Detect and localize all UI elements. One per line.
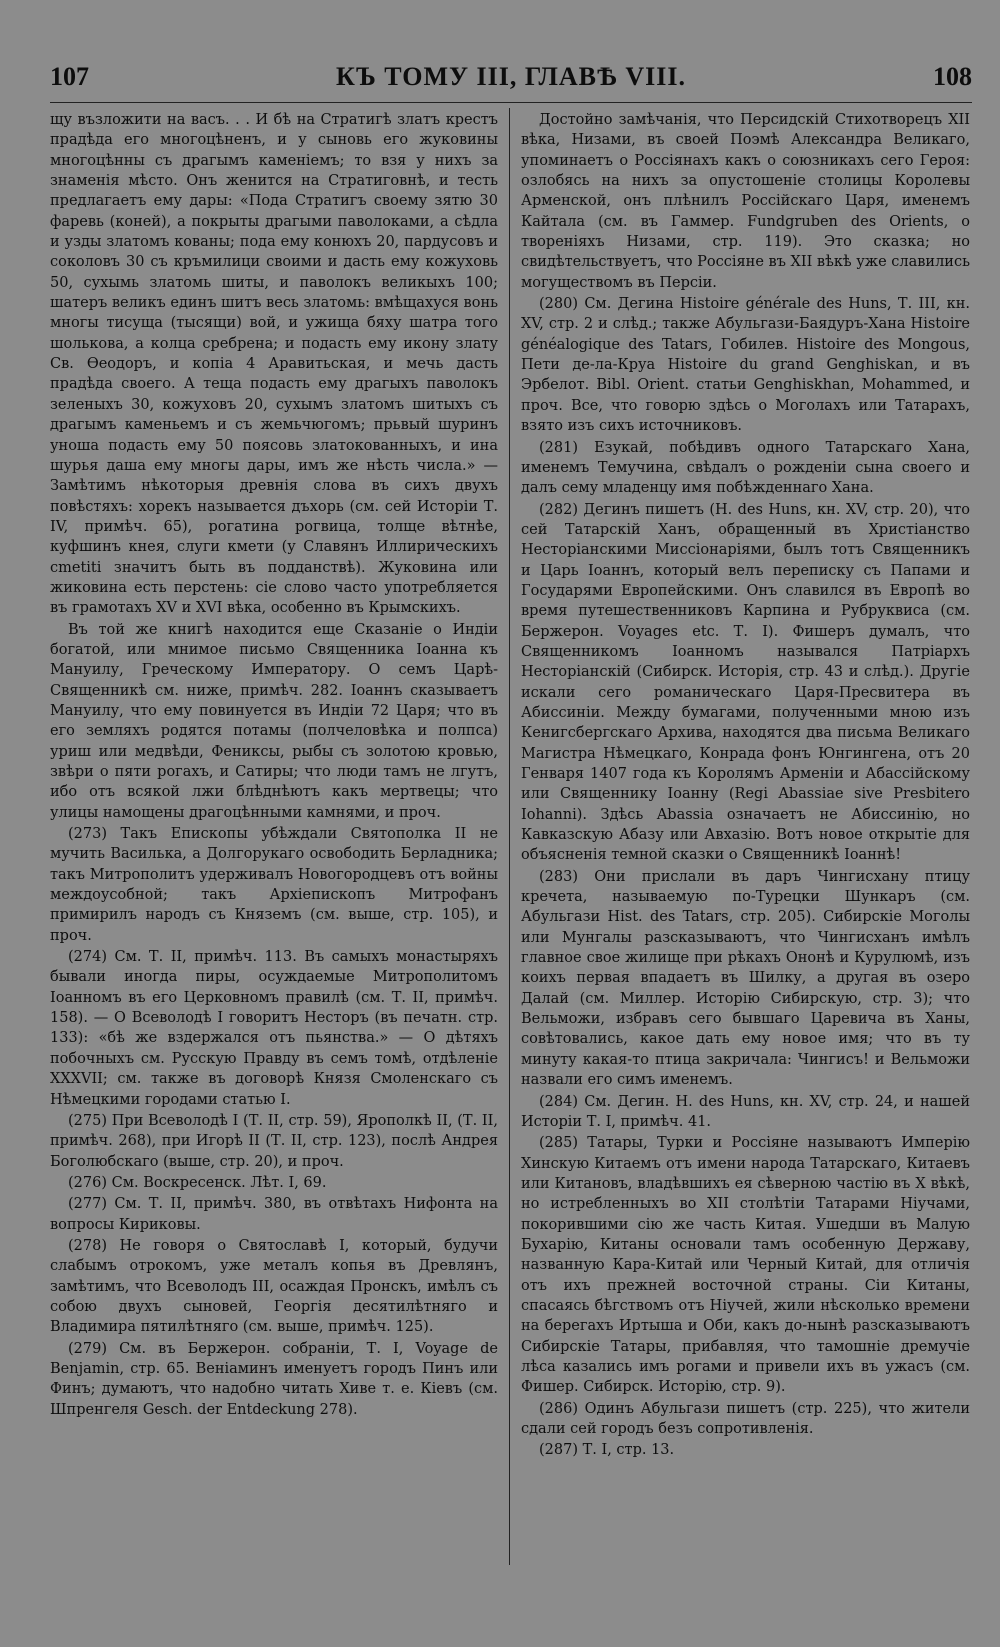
footnote-273: (273) Такъ Епископы убѣждали Святополка II не мучить Василька, а Долгорукаго освободить Берладника; такъ Митрополитъ удерживалъ Новогородцевъ отъ войны междоусобной; такъ Архiепископъ Митрофанъ примирилъ народъ съ Княземъ (см. выше, стр. 105), и проч. — [50, 826, 498, 944]
footnote-276: (276) См. Воскресенск. Лѣт. I, 69. — [68, 1174, 327, 1191]
footnote-282: (282) Дегинъ пишетъ (Н. des Huns, кн. XV, стр. 20), что сей Татарскiй Ханъ, обращенный въ Христiанство Несторiанскими Миссiонарiями, былъ тотъ Священникъ и Царь Іоаннъ, который велъ переписку съ Папами и Государями Европейскими. Онъ славился въ Европѣ во время путешественниковъ Карпина и Рубруквиса (см. Бержерон. Voyages etc. Т. I). Фишеръ думалъ, что Священникомъ Іоанномъ назывался Патрiархъ Несторiанскiй (Сибирск. Исторiя, стр. 43 и слѣд.). Другiе искали сего романическаго Царя-Пресвитера въ Абиссинiи. Между бумагами, полученными мною изъ Кенигсбергскаго Архива, находятся два письма Великаго Магистра Нѣмецкаго, Конрада фонъ Юнгингена, отъ 20 Генваря 1407 года къ Королямъ Арменiи и Абассiйскому или Священнику Іоанну (Regi Abassiae sive Presbitero Iohanni). Здѣсь Abassia означаетъ не Абиссинiю, но Кавказскую Абазу или Авхазiю. Вотъ новое открытiе для объясненiя темной сказки о Священникѣ Іоаннѣ! — [521, 501, 970, 864]
column-divider — [509, 108, 510, 1565]
running-title: КЪ ТОМУ III, ГЛАВѢ VIII. — [335, 62, 687, 91]
footnote-284: (284) См. Дегин. Н. des Huns, кн. XV, стр. 24, и нашей Исторiи Т. I, примѣч. 41. — [521, 1093, 970, 1130]
footnote-286: (286) Одинъ Абульгази пишетъ (стр. 225), что жители сдали сей городъ безъ сопротивленiя. — [521, 1400, 970, 1437]
footnote-283: (283) Они прислали въ даръ Чингисхану птицу кречета, называемую по-Турецки Шункаръ (см. Абульгази Hist. des Tatars, стр. 205). Сибирскiе Моголы или Мунгалы разсказываютъ, что Чингисханъ имѣлъ главное свое жилище при рѣкахъ Ононѣ и Курулюмѣ, изъ коихъ первая впадаетъ въ Шилку, а другая въ озеро Далай (см. Миллер. Исторiю Сибирскую, стр. 3); что Вельможи, избравъ сего бывшаго Царевича въ Ханы, совѣтовались, какое дать ему новое имя; что въ ту минуту какая-то птица закричала: Чингисъ! и Вельможи назвали его симъ именемъ. — [521, 868, 970, 1089]
page-number-right: 108 — [933, 62, 972, 91]
paragraph: Въ той же книгѣ находится еще Сказанiе о Индiи богатой, или мнимое письмо Священника Іоанна къ Мануилу, Греческому Императору. О семъ Царѣ-Священникѣ см. ниже, примѣч. 282. Іоаннъ сказываетъ Мануилу, что ему повинуется въ Индiи 72 Царя; что въ его земляхъ родятся потамы (полчеловѣка и полпса) уриш или медвѣди, Фениксы, рыбы съ золотою кровью, звѣри о пяти рогахъ, и Сатиры; что люди тамъ не лгутъ, ибо отъ всякой лжи блѣднѣютъ какъ мертвецы; что улицы намощены драгоцѣнными камнями, и проч. — [50, 621, 498, 821]
page-number-left: 107 — [50, 62, 89, 91]
footnote-277: (277) См. Т. II, примѣч. 380, въ отвѣтахъ Нифонта на вопросы Кириковы. — [50, 1196, 498, 1233]
footnote-285: (285) Татары, Турки и Россiяне называютъ Имперiю Хинскую Китаемъ отъ имени народа Татарскаго, Китаевъ или Китановъ, владѣвшихъ ея сѣверною частiю въ X вѣкѣ, но истребленныхъ во XII столѣтiи Татарами Нiучами, покорившими сiю же часть Китая. Ушедши въ Малую Бухарiю, Китаны основали тамъ особенную Державу, названную Кара-Китай или Черный Китай, для отличiя отъ ихъ прежней восточной страны. Сiи Китаны, спасаясь бѣгствомъ отъ Нiучей, жили нѣсколько времени на берегахъ Иртыша и Оби, какъ до-нынѣ разсказываютъ Сибирскiе Татары, прибавляя, что тамошнiе дремучiе лѣса казались имъ рогами и привели ихъ въ ужасъ (см. Фишер. Сибирск. Исторiю, стр. 9). — [521, 1135, 970, 1396]
footnote-275: (275) При Всеволодѣ I (Т. II, стр. 59), Ярополкѣ II, (Т. II, примѣч. 268), при Игорѣ II (Т. II, стр. 123), послѣ Андрея Боголюбскаго (выше, стр. 20), и проч. — [50, 1112, 498, 1170]
footnote-279: (279) См. въ Бержерон. собранiи, Т. I, Voyage de Benjamin, стр. 65. Венiаминъ именуетъ городъ Пинъ или Финъ; думаютъ, что надобно читать Хиве т. е. Кiевъ (см. Шпренгеля Gesch. der Entdeckung 278). — [50, 1340, 498, 1418]
header-rule — [50, 102, 972, 103]
footnote-287: (287) Т. I, стр. 13. — [539, 1442, 675, 1459]
footnote-280: (280) См. Дегина Histoire générale des Huns, Т. III, кн. XV, стр. 2 и слѣд.; также Абульгази-Баядуръ-Хана Histoire généalogique des Tatars, Гобилев. Histoire des Mongous, Пети де-ла-Круа Histoire du grand Genghiskan, и въ Эрбелот. Bibl. Orient. статьи Genghiskhan, Mohammed, и проч. Все, что говорю здѣсь о Моголахъ или Татарахъ, взято изъ сихъ источниковъ. — [521, 296, 970, 435]
footnote-278: (278) Не говоря о Святославѣ I, который, будучи слабымъ отрокомъ, уже металъ копья въ Древлянъ, замѣтимъ, что Всеволодъ III, осаждая Пронскъ, имѣлъ съ собою двухъ сыновей, Георгiя десятилѣтняго и Владимира пятилѣтняго (см. выше, примѣч. 125). — [50, 1237, 498, 1336]
left-column — [50, 110, 498, 1421]
paragraph: Достойно замѣчанiя, что Персидскiй Стихотворецъ XII вѣка, Низами, въ своей Поэмѣ Александра Великаго, упоминаетъ о Россiянахъ какъ о союзникахъ сего Героя: озлобясь на нихъ за опустошенiе столицы Королевы Арменской, онъ плѣнилъ Россiйскаго Царя, именемъ Кайтала (см. въ Гаммер. Fundgruben des Orients, о творенiяхъ Низами, стр. 119). Это сказка; но свидѣтельствуетъ, что Россiяне въ XII вѣкѣ уже славились могуществомъ въ Персiи. — [521, 112, 970, 291]
footnote-274: (274) См. Т. II, примѣч. 113. Въ самыхъ монастыряхъ бывали иногда пиры, осуждаемые Митрополитомъ Іоанномъ въ его Церковномъ правилѣ (см. Т. II, примѣч. 158). — О Всеволодѣ I говоритъ Несторъ (въ печатн. стр. 133): «бѣ же вздержался отъ пьянства.» — О дѣтяхъ побочныхъ см. Русскую Правду въ семъ томѣ, отдѣленiе XXXVII; см. также въ договорѣ Князя Смоленскаго съ Нѣмецкими городами статью I. — [50, 949, 498, 1108]
paragraph: щу възложити на васъ. . . И бѣ на Стратигѣ златъ крестъ прадѣда его многоцѣненъ, и у сыновь его жуковины многоцѣнны съ драгымъ каменiемъ; то взя у нихъ за знаменiя мѣсто. Онъ женится на Стратиговнѣ, и тесть предлагаетъ ему дары: «Пода Стратигъ своему зятю 30 фаревь (коней), а покрыты драгыми паволоками, а сѣдла и узды златомъ кованы; пода ему конюхъ 20, пардусовъ и соколовъ 30 съ кръмилици своими и дасть ему кожуховь 50, сухымь златомь шиты, и паволокъ великыхъ 100; шатеръ великъ единъ шитъ весь златомь: вмѣщахуся вонь многы тисуща (тысящи) вой, и ужища бяху шатра того шолькова, а колца сребрена; и подасть ему икону злату Св. Ѳеодоръ, и копiа 4 Аравитьская, и мечь дасть прадѣда своего. А теща подасть ему драгыхъ паволокъ зеленыхъ 30, кожуховъ 20, сухымъ златомъ шитыхъ съ драгымъ каменьемъ и съ жемьчюгомъ; прьвый шуринъ уноша подасть ему 50 поясовь златокованныхъ, и ина шурья даша ему многы дары, имъ же нѣсть числа.» — Замѣтимъ нѣкоторыя древнiя слова въ сихъ двухъ повѣстяхъ: хорекъ называется дъхорь (см. сей Исторiи Т. IV, примѣч. 65), рогатина рогвица, толще вѣтнѣе, куфшинъ кнея, слуги кмети (у Славянъ Иллирическихъ cmetiti значитъ быть въ подданствѣ). Жуковина или жиковина есть перстень: сiе слово часто употребляется въ грамотахъ XV и XVI вѣка, особенно въ Крымскихъ. — [50, 112, 498, 617]
page-header — [50, 62, 972, 98]
footnote-281: (281) Езукай, побѣдивъ одного Татарскаго Хана, именемъ Темучина, свѣдалъ о рожденiи сына своего и далъ сему младенцу имя побѣжденнаго Хана. — [521, 439, 970, 497]
right-column — [521, 110, 970, 1462]
